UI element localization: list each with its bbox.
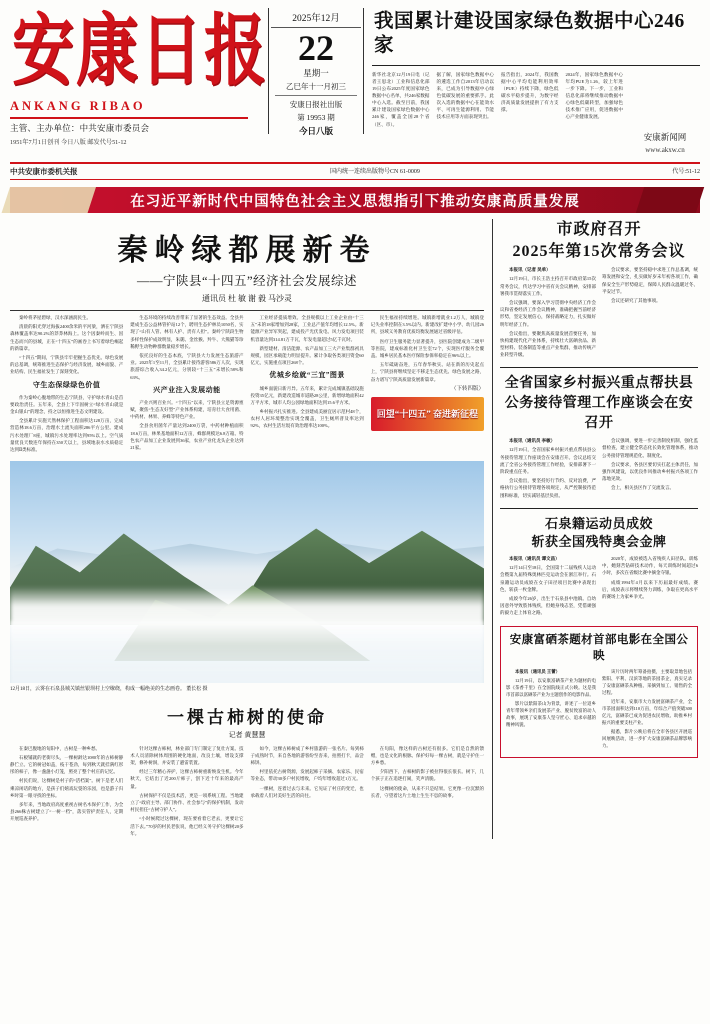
date-block: [268, 8, 364, 134]
paragraph: 12月19日，以安康富硒茶产业为题材的电影《茶香千里》在全国院线正式公映。这是我市首部以富硒茶产业为主题创作的电影作品。: [506, 677, 596, 697]
r4-col-2: [602, 668, 692, 752]
top-lead-headline: 我国累计建设国家绿色数据中心246家: [372, 6, 700, 66]
paragraph: “小时候爬过这棵树，现在要看着它老去，更要让它活下去。”70岁的村民老张说，他已经义务守护这棵树20多年。: [130, 816, 244, 836]
paragraph: 会议指出，要聚焦高质量发展首要任务，加快构建现代化产业体系，持续壮大富硒食品、新型材料、装备制造等重点产业集群，推动传统产业转型升级。: [500, 330, 596, 358]
publisher-name: 安康日报社出版: [289, 100, 343, 109]
main-col-2: [130, 314, 243, 455]
top-lead-col-1: 新华社北京12月19日电（记者王思北）工业和信息化部19日公布2025年度国家绿色数据中心名单，共246家数据中心入选。截至目前，我国累计建设国家绿色数据中心246家，覆盖全国28个省（区、市）。: [372, 71, 430, 127]
r2-col-2: [602, 437, 698, 501]
main-col-4: [371, 314, 484, 455]
dateline: 本报讯（通讯员 李敏）: [509, 438, 556, 444]
top-lead-col-3: 报告指出，2024年，我国数据中心平均电能利用效率（PUE）持续下降，绿色低碳水平稳步提升，为数字经济高质量发展提供了有力支撑。: [501, 71, 559, 113]
paragraph: 乡村振兴扎实推进。全县建成美丽宜居示范村48个，农村人居环境整治实现全覆盖，卫生厕所普及率达到92%，农村生活垃圾有效治理率达100%。: [250, 409, 364, 429]
date-divider: [275, 95, 357, 96]
paragraph: 工业经济提质增效。全县规模以上工业企业由“十三五”末的18家增加到28家，工业总产值年均增长12.5%。新能源产业异军突起，建成投产光伏发电、风力发电项目装机容量达到314.81万千瓦，年发电量超过5亿千瓦时。: [250, 315, 364, 342]
r3-col-1: [500, 555, 596, 619]
photo-credit: 董长松 摄: [186, 687, 208, 693]
date-year-month: 2025年12月: [271, 10, 361, 28]
banner-text: 在习近平新时代中国特色社会主义思想指引下推动安康高质量发展: [130, 193, 580, 210]
paragraph: 清晨的阳光穿过海拔2400余米的平河梁，洒在宁陕县森林覆盖率达90.2%的莽莽林海上。这个因秦岭而生、因生态而兴的县城，正在“十四五”的画卷上书写着绿色崛起的新篇章。: [10, 324, 124, 351]
right-article-2: [500, 374, 698, 500]
newspaper-license-line: [10, 137, 268, 146]
paragraph: 会议强调，要进一步完善制度机制，强化监督检查，建立健全常态化长效化管理体系，推动公务接待管理规范化、制度化。: [602, 438, 698, 458]
date-day: 22: [298, 28, 334, 68]
right-divider-1: [500, 367, 698, 368]
main-subhead-2: 兴产业注入发展动能: [153, 385, 221, 394]
main-col-1: [10, 314, 123, 455]
paragraph: 五年砥砺奋进，五年春华秋实。站在新的历史起点上，宁陕县将继续坚定不移走生态优先、绿色发展之路，奋力谱写宁陕高质量发展新篇章。: [370, 362, 484, 382]
paragraph: “十四五”期间，宁陕县牢牢把握生态优先、绿色发展的总基调，统筹推进生态保护与经济发展，城乡面貌、产业结构、民生福祉发生了深刻变化。: [10, 354, 124, 375]
paragraph: 12月19日，全省国家乡村振兴重点帮扶县公务接待管理工作座谈会在安康召开。会议总结交流了全省公务接待管理工作经验，安排部署下一阶段重点任务。: [500, 447, 596, 474]
paragraph: 如今，这棵古柿树成了乡村旅游的一张名片。每到柿子成熟时节，来自各地的游客纷至沓来，拍照打卡，品尝柿饼。: [250, 745, 364, 766]
agency-block: [630, 71, 700, 154]
right-article-3: [500, 515, 698, 619]
date-lunar: 乙巳年十一月初三: [286, 82, 346, 91]
page-content: [10, 219, 700, 839]
right-article-1-title-line2: 2025年第15次常务会议: [512, 242, 686, 260]
paragraph: 秦岭将茅屋碧绿，汉水深涵润民生。: [19, 315, 91, 320]
right-article-3-body: [500, 555, 698, 619]
newspaper-title-cn: 安康日报: [12, 9, 269, 95]
paragraph: 2020年，成姣被选入省残疾人田径队。训练中，她刻苦钻研技术动作，每天训练时间超过6小时，多次在省级比赛中摘金夺银。: [602, 556, 698, 576]
masthead: [10, 6, 700, 158]
newspaper-sponsor: 主管、主办单位：中共安康市委员会: [10, 123, 150, 134]
r2-col-1: [500, 437, 596, 501]
paragraph: 该片历时两年筹备拍摄，主要取景地包括紫阳、平利、汉滨等地的茶园茶企，真实记录了安康富硒茶从种植、采摘到加工、销售的全过程。: [602, 668, 692, 695]
main-article: [10, 225, 484, 455]
photo-cloud-band-lower: [10, 621, 484, 683]
second-col-3: [251, 745, 364, 839]
page-count: 今日八版: [298, 126, 333, 136]
paragraph: 全县累计实施天然林保护工程面积达128万亩，完成营造林18.6万亩，治理水土流失面积286平方公里。建成污水处理厂8座，城镇污水处理率达到95%以上。空气质量优良天数连年保持在350天以上，县域地表水水质稳定达到Ⅱ类标准。: [10, 418, 124, 452]
emblem-text: 回望“十四五” 奋进新征程: [376, 409, 478, 420]
paragraph: 在旬阳，像这样的古树还有很多。它们是自然的馈赠，也是文化的根脉。保护好每一棵古树，就是守护住一方乡愁。: [370, 745, 484, 766]
right-article-4-redbox: [500, 626, 698, 759]
r4-col-1: [506, 668, 596, 752]
paragraph: 石板铺就的老街尽头，一棵树龄达1080年的古柿树静静伫立。它的树冠如盖，枝干苍劲，每到秋天就挂满红彤彤的柿子，像一盏盏小灯笼，照亮了整个村庄的记忆。: [10, 754, 124, 775]
newspaper-title-pinyin: ANKANG RIBAO: [10, 99, 146, 114]
paragraph: 产业兴则百业兴。“十四五”以来，宁陕县立足资源禀赋，聚焦“生态友好型”产业体系构建，培育壮大食用菌、中药材、林果、养蜂等特色产业。: [130, 399, 244, 420]
publish-date-note: 1951年7月1日创刊 今日八版 邮发代号51-12: [10, 139, 127, 147]
issue-number: 第 19953 期: [297, 113, 335, 122]
right-article-2-title-line1: 全省国家乡村振兴重点帮扶县: [504, 376, 694, 392]
paragraph: 12月14日至18日，全国第十二届残疾人运动会暨第九届特殊奥林匹克运动会在浙江举行。石泉籍运动员成姣在女子田径项目比赛中表现出色，斩获一枚金牌。: [500, 565, 596, 592]
second-col-1: [10, 745, 123, 839]
photo-caption: [10, 686, 484, 694]
masthead-license: 国内统一连续出版物号CN 61-0009: [329, 169, 420, 175]
top-lead-col-2: 据了解，国家绿色数据中心的遴选工作自2013年启动以来，已成为引导数据中心绿色低碳发展的重要抓手。此次入选的数据中心在能效水平、可再生能源利用、节能技术应用等方面表现突出。: [436, 71, 494, 120]
second-article-title: 一棵古柿树的使命: [167, 707, 327, 727]
paragraph: 影片以紫阳茶山为背景，讲述了一位返乡青年带领乡亲们发展茶产业、脱贫致富的动人故事，展现了安康茶人坚守匠心、追求卓越的精神风貌。: [506, 700, 596, 728]
paragraph: 夕阳西下，古柿树的影子被拉得很长很长。树下，几个孩子正在追逐打闹，笑声清脆。: [370, 769, 484, 782]
right-divider-2: [500, 508, 698, 509]
continued-note: （下转四版）: [450, 385, 484, 392]
main-subhead-1: 守生态保绿绿色价值: [32, 380, 101, 389]
paragraph: 村里依托古树资源，发展起柿子采摘、农家乐、民宿等业态，带动30多户村民增收，户均年增收超过1万元。: [250, 769, 364, 782]
right-article-1: [500, 219, 698, 360]
paragraph: 12月19日，市长王浩主持召开市政府第15次常务会议，传达学习中省有关会议精神，安排部署我市贯彻落实工作。: [500, 276, 596, 296]
paragraph: 会议要求，要坚持稳中求进工作总基调，统筹发展和安全，扎实做好岁末年初各项工作，确保安全生产形势稳定，保障人民群众温暖过冬、平安过节。: [602, 267, 698, 294]
dateline: 本报讯（通讯员 谭文昌）: [509, 556, 560, 562]
paragraph: 针对这棵古柿树，林业部门专门制定了复壮方案。技术人员清除树体周围的硬化地面，改良土壤，增设支撑架，修补树洞，并安装了避雷装置。: [130, 745, 244, 766]
second-article: [10, 703, 484, 839]
paragraph: 会议还研究了其他事项。: [611, 297, 661, 303]
top-lead-body: [372, 71, 700, 154]
main-article-columns: [10, 314, 484, 455]
paragraph: 多年来，当地政府高度重视古树名木保护工作，为全县266株古树建立了“一树一档”，落实管护责任人，定期开展巡查养护。: [10, 802, 124, 822]
paragraph: 全县食用菌年产量达到2400万袋，中药材种植面积18.6万亩，林果基地面积12万亩，蜂群规模达6.8万箱。特色农产品加工企业发展到36家，农业产业化龙头企业达到21家。: [130, 423, 244, 450]
dateline-paragraph: [500, 437, 596, 444]
main-subhead-3: 优城乡绘就“三宜”图景: [269, 371, 345, 380]
left-column: [10, 219, 484, 839]
top-lead-article: [364, 6, 700, 154]
second-col-2: [130, 745, 243, 839]
paragraph: 成绩1994年4月以来下历届最好成绩。赛后，成姣表示将继续努力训练，争取在更高水平的赛场上为家乡争光。: [602, 579, 698, 600]
paragraph: 医疗卫生服务能力显著提升，县医院创建成为二级甲等医院，建成标准化村卫生室72个，实现医疗服务全覆盖。城乡居民基本医疗保险参保率稳定在96%以上。: [370, 338, 484, 358]
main-article-divider: [10, 310, 484, 311]
second-article-columns: [10, 745, 484, 839]
r1-col-2: [602, 266, 698, 360]
dateline-paragraph: [500, 555, 596, 562]
paragraph: 成姣今年26岁，出生于石泉县中池镇。自幼因意外导致肢体残疾，但她身残志坚，凭借顽强的毅力走上体育之路。: [500, 596, 596, 616]
paragraph: 古树保护不仅是技术活，更是一项系统工程。当地建立了“政府主导、部门协作、社会参与”的保护机制，发动村民担任“古树守护人”。: [130, 792, 244, 813]
r3-col-2: [602, 555, 698, 619]
paragraph: 村民们说，这棵树是村子的“活档案”。树下是老人们乘凉闲话的地方，是孩子们嬉戏玩耍的乐园，也是游子归乡时第一眼寻找的坐标。: [10, 778, 124, 798]
masthead-code: 代号:51-12: [672, 169, 700, 175]
paragraph: 在秦巴腹地的旬阳中，古树是一种乡愁。: [19, 745, 100, 751]
right-article-2-body: [500, 437, 698, 501]
r1-col-1: [500, 266, 596, 360]
right-article-4-body: [506, 668, 692, 752]
paragraph: 一棵树，连着过去与未来。它见证了村庄的变迁，也承载着人们对美好生活的向往。: [250, 785, 364, 798]
paragraph: 会议要求，各县区要切实扛起主体责任，加强作风建设，以优良作风推动乡村振兴各项工作落地见效。: [602, 461, 698, 482]
masthead-logo: [10, 6, 268, 146]
campaign-emblem: [371, 397, 484, 431]
second-col-4: [371, 745, 484, 839]
main-col-3: [251, 314, 364, 455]
paragraph: 这棵树的使命，从来不只是结果。它更像一位沉默的长者，守望着这片土地上生生不息的故事。: [370, 785, 484, 798]
paragraph: 生态环境的持续改善带来了显著的生态效益。全县共建成生态公益林管护站12个，聘用生态护林员1050名，实现了“山有人管、林有人护、责有人担”。秦岭宁陕段生物多样性保护成效明显，朱鹮、金丝猴、羚牛、大熊猫等珍稀野生动物种群数量稳步增长。: [130, 315, 244, 349]
masthead-org: 中共安康市委机关报: [10, 167, 78, 176]
dateline-paragraph: [506, 668, 596, 675]
masthead-footer-bar: [10, 162, 700, 180]
photo-block: [10, 461, 484, 694]
main-article-title: 秦岭绿都展新卷: [117, 234, 377, 267]
landscape-photo: [10, 461, 484, 683]
paragraph: 会上，相关县区作了交流发言。: [611, 485, 674, 491]
right-article-2-title-line2: 公务接待管理工作座谈会在安召开: [504, 396, 694, 431]
dateline: 本报讯（记者 吴单）: [509, 267, 551, 273]
paragraph: 依托良好的生态本底，宁陕县大力发展生态旅游产业。2025年1至11月，全县累计接待游客586万人次，实现旅游综合收入34.2亿元，分别较“十三五”末增长58%和63%。: [130, 352, 244, 380]
main-article-subtitle: ——宁陕县“十四五”经济社会发展综述: [136, 274, 358, 288]
photo-caption-text: 12月18日，云雾在石泉县城关镇丝银坝村上空缭绕，构成一幅绝美的生态画卷。: [10, 687, 186, 693]
paragraph: 城乡面貌日新月异。五年来，累计完成城镇基础设施投资35亿元，新建改造城市道路28公里，新增绿地面积42万平方米，城市人均公园绿地面积达到15.6平方米。: [250, 385, 364, 405]
right-column: [492, 219, 698, 839]
paragraph: 会议指出，要坚持厉行节约、反对浪费，严格执行公务接待管理各项规定，从严控制接待范围和标准，切实减轻基层负担。: [500, 478, 596, 498]
main-article-byline: 通讯员 杜 敏 谢 毅 马沙灵: [202, 294, 292, 303]
right-article-4-title: 安康富硒茶题材首部电影在全国公映: [509, 633, 689, 662]
right-article-3-title-line2: 斩获全国残特奥会金牌: [531, 533, 667, 549]
agency-website[interactable]: www.akxw.cn: [645, 145, 685, 154]
dateline-paragraph: [500, 266, 596, 273]
paragraph: 会议强调，要深入学习贯彻中央经济工作会议和省委经济工作会议精神，准确把握当前经济形势，坚定发展信心，保持战略定力，扎实做好明年经济工作。: [500, 299, 596, 327]
date-weekday: 星期一: [303, 68, 329, 78]
right-article-1-body: [500, 266, 698, 360]
right-article-3-title-line1: 石泉籍运动员成姣: [544, 515, 653, 531]
paragraph: 新型建材、清洁能源、农产品加工三大产业集群初具规模，园区承载能力明显提升。累计争取各类项目资金60亿元，实施重点项目268个。: [250, 345, 364, 366]
right-article-1-title-line1: 市政府召开: [556, 221, 642, 238]
agency-name: 安康新闻网: [643, 131, 687, 142]
second-article-byline: 记者 黄慧慧: [228, 730, 266, 739]
dateline: 本报讯（通讯员 王蕾）: [515, 668, 561, 674]
logo-divider: [10, 117, 248, 119]
red-banner: [10, 187, 700, 213]
paragraph: 近年来，安康市大力发展富硒茶产业，全市茶园面积达到110万亩，年综合产值突破300亿元，富硒茶已成为促进农民增收、助推乡村振兴的重要支柱产业。: [602, 698, 692, 726]
paragraph: 据悉，影片公映后将在全市各县区开展巡回展映活动，进一步扩大安康富硒茶品牌影响力。: [602, 729, 692, 749]
top-lead-col-4: 2024年，国家绿色数据中心年均PUE为1.26，较上年进一步下降。下一步，工业和信息化部将继续推动数据中心绿色低碳转型，加强绿色技术推广应用，促进数据中心产业健康发展。: [565, 71, 623, 120]
paragraph: 作为秦岭心腹地带的生态宁陕县，守护绿水青山是首要政治责任。五年来，全县上下牢固树立“绿水青山就是金山银山”的理念，持之以恒推进生态文明建设。: [10, 394, 124, 415]
paragraph: 民生福祉持续增进。城镇新增就业1.2万人，城镇登记失业率控制在3.5%以内。新建改扩建中小学、幼儿园26所，县域义务教育优质均衡发展通过省级评估。: [370, 315, 484, 335]
paragraph: 经过三年精心养护，这棵古柿树重新焕发生机。今年秋天，它结出了近200斤柿子，创下近十年来的最高产量。: [130, 769, 244, 789]
